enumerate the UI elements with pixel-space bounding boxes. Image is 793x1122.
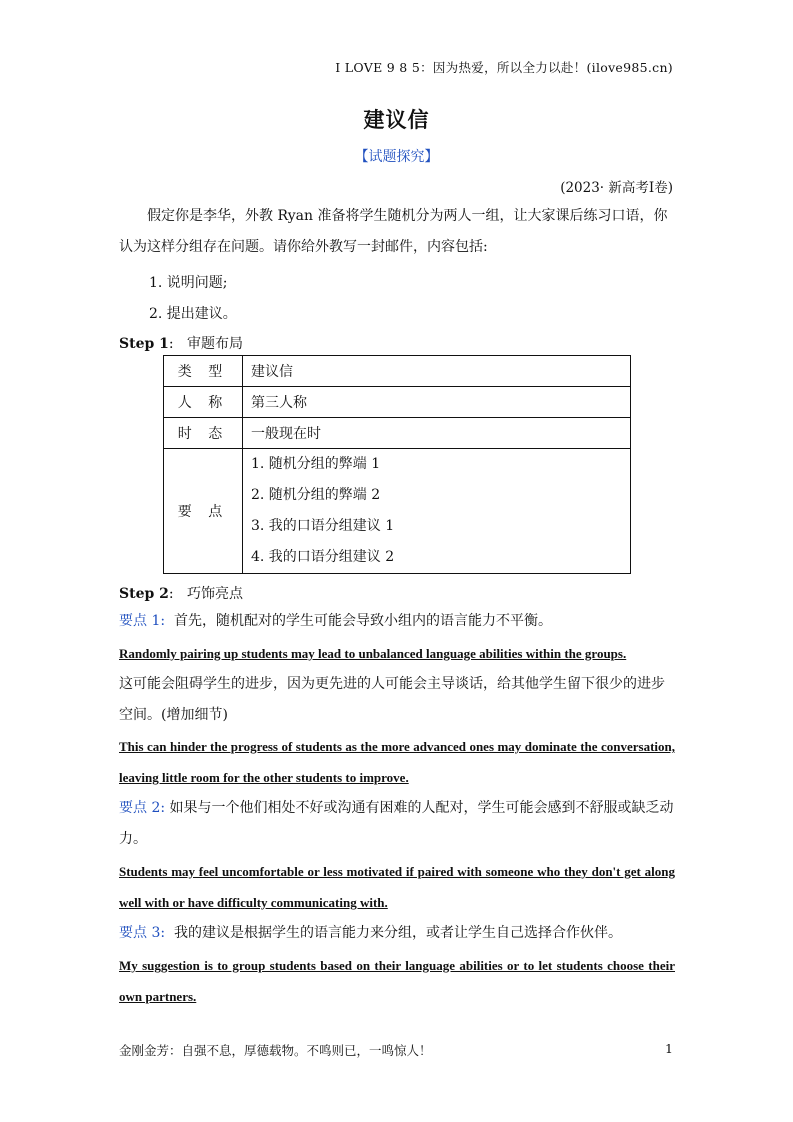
table-row (164, 387, 631, 418)
table-row (164, 418, 631, 449)
row-key: 类 型 (164, 356, 243, 387)
point3-en: My suggestion is to group students based on their language abilities or to let students choose their own partners. (119, 958, 675, 1004)
step1-heading: Step 1: 审题布局 (119, 336, 243, 352)
table-row (164, 356, 631, 387)
points-list (243, 449, 631, 574)
point3-cn-text: 我的建议是根据学生的语言能力来分组，或者让学生自己选择合作伙伴。 (173, 925, 622, 941)
row-value: 第三人称 (243, 387, 631, 418)
row-value: 一般现在时 (243, 418, 631, 449)
point1-detail-cn: 这可能会阻碍学生的进步，因为更先进的人可能会主导谈话，给其他学生留下很少的进步空间。(增加细节) (119, 676, 665, 723)
footer-motto: 金刚金芳：自强不息，厚德载物。不鸣则已，一鸣惊人！ (119, 1043, 432, 1058)
plan-table (163, 355, 631, 574)
row-key: 时 态 (164, 418, 243, 449)
prompt-text: 假定你是李华，外教 Ryan 准备将学生随机分为两人一组，让大家课后练习口语，你认为这样分组存在问题。请你给外教写一封邮件，内容包括: (119, 208, 668, 255)
point2-label: 要点 2 (119, 800, 161, 816)
step1-text: 审题布局 (186, 336, 243, 352)
row-key: 人 称 (164, 387, 243, 418)
list-item: 1. 随机分组的弊端 1 (251, 456, 381, 472)
section-label: 【试题探究】 (354, 149, 439, 165)
point2-cn-text: 如果与一个他们相处不好或沟通有困难的人配对，学生可能会感到不舒服或缺乏动力。 (119, 800, 674, 847)
point2-cn: 要点 2: 如果与一个他们相处不好或沟通有困难的人配对，学生可能会感到不舒服或缺乏动力。 (119, 800, 674, 847)
step1-label: Step 1 (119, 336, 169, 352)
point1-detail-en: This can hinder the progress of students as the more advanced ones may dominate the conversation, leaving little room for the other students to improve. (119, 739, 675, 785)
page-title: 建议信 (363, 107, 430, 132)
table-row (164, 449, 631, 574)
requirement-item: 1. 说明问题; (149, 275, 228, 291)
row-key: 要 点 (164, 449, 243, 574)
point1-label: 要点 1 (119, 613, 161, 629)
page-number: 1 (665, 1041, 673, 1056)
step2-label: Step 2 (119, 586, 169, 602)
step2-heading: Step 2: 巧饰亮点 (119, 586, 243, 602)
point2-en: Students may feel uncomfortable or less motivated if paired with someone who they don't get along well with or have difficulty communicating with. (119, 864, 675, 910)
list-item: 4. 我的口语分组建议 2 (251, 549, 395, 565)
list-item: 2. 随机分组的弊端 2 (251, 487, 381, 503)
point1-en: Randomly pairing up students may lead to unbalanced language abilities within the groups. (119, 646, 627, 661)
point1-cn-text: 首先，随机配对的学生可能会导致小组内的语言能力不平衡。 (173, 613, 552, 629)
point3-label: 要点 3 (119, 925, 161, 941)
requirement-item: 2. 提出建议。 (149, 306, 237, 322)
point1-cn: 要点 1: 首先，随机配对的学生可能会导致小组内的语言能力不平衡。 (119, 613, 552, 629)
list-item: 3. 我的口语分组建议 1 (251, 518, 395, 534)
row-value: 建议信 (243, 356, 631, 387)
exam-source: (2023· 新高考Ⅰ卷) (560, 180, 673, 196)
header-note: I LOVE 9 8 5：因为热爱，所以全力以赴！(ilove985.cn) (335, 60, 673, 75)
point3-cn: 要点 3: 我的建议是根据学生的语言能力来分组，或者让学生自己选择合作伙伴。 (119, 925, 622, 941)
step2-text: 巧饰亮点 (186, 586, 243, 602)
